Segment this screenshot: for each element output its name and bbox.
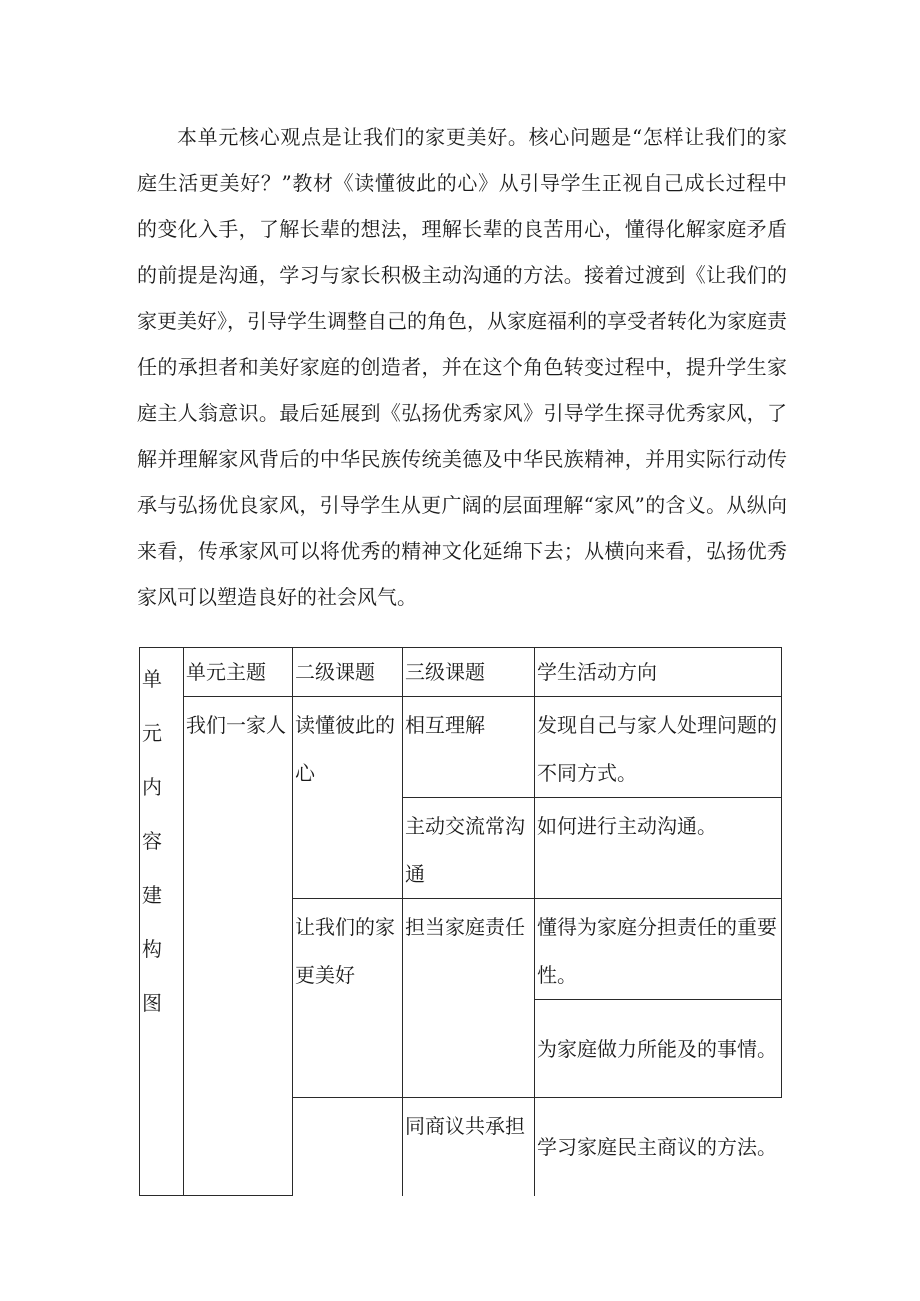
activity-cell: 为家庭做力所能及的事情。 xyxy=(535,1000,782,1098)
topic-better-home: 让我们的家更美好 xyxy=(293,899,403,1098)
header-activity: 学生活动方向 xyxy=(535,648,782,697)
subtopic-responsibility: 担当家庭责任 xyxy=(403,899,535,1098)
side-label-cell: 单元内容建构图 xyxy=(140,648,184,1196)
header-theme: 单元主题 xyxy=(184,648,293,697)
subtopic-discuss: 同商议共承担 xyxy=(403,1098,535,1196)
empty-cell xyxy=(293,1098,403,1196)
activity-cell: 懂得为家庭分担责任的重要性。 xyxy=(535,899,782,1000)
table-row xyxy=(140,697,782,798)
intro-paragraph: 本单元核心观点是让我们的家更美好。核心问题是“怎样让我们的家庭生活更美好？”教材《读懂彼此的心》从引导学生正视自己成长过程中的变化入手，了解长辈的想法，理解长辈的良苦用心，懂得化解家庭矛盾的前提是沟通，学习与家长积极主动沟通的方法。接着过渡到《让我们的家更美好》，引导学生调整自己的角色，从家庭福利的享受者转化为家庭责任的承担者和美好家庭的创造者，并在这个角色转变过程中，提升学生家庭主人翁意识。最后延展到《弘扬优秀家风》引导学生探寻优秀家风，了解并理解家风背后的中华民族传统美德及中华民族精神，并用实际行动传承与弘扬优良家风，引导学生从更广阔的层面理解“家风”的含义。从纵向来看，传承家风可以将优秀的精神文化延绵下去；从横向来看，弘扬优秀家风可以塑造良好的社会风气。 xyxy=(137,125,787,609)
header-level3: 三级课题 xyxy=(403,648,535,697)
subtopic-understand: 相互理解 xyxy=(403,697,535,798)
header-level2: 二级课题 xyxy=(293,648,403,697)
theme-cell: 我们一家人 xyxy=(184,697,293,1196)
activity-cell: 学习家庭民主商议的方法。 xyxy=(535,1098,782,1196)
subtopic-communicate: 主动交流常沟通 xyxy=(403,798,535,899)
activity-cell: 如何进行主动沟通。 xyxy=(535,798,782,899)
topic-read-hearts: 读懂彼此的心 xyxy=(293,697,403,899)
unit-structure-table xyxy=(139,647,782,1196)
table-header-row xyxy=(140,648,782,697)
activity-cell: 发现自己与家人处理问题的不同方式。 xyxy=(535,697,782,798)
